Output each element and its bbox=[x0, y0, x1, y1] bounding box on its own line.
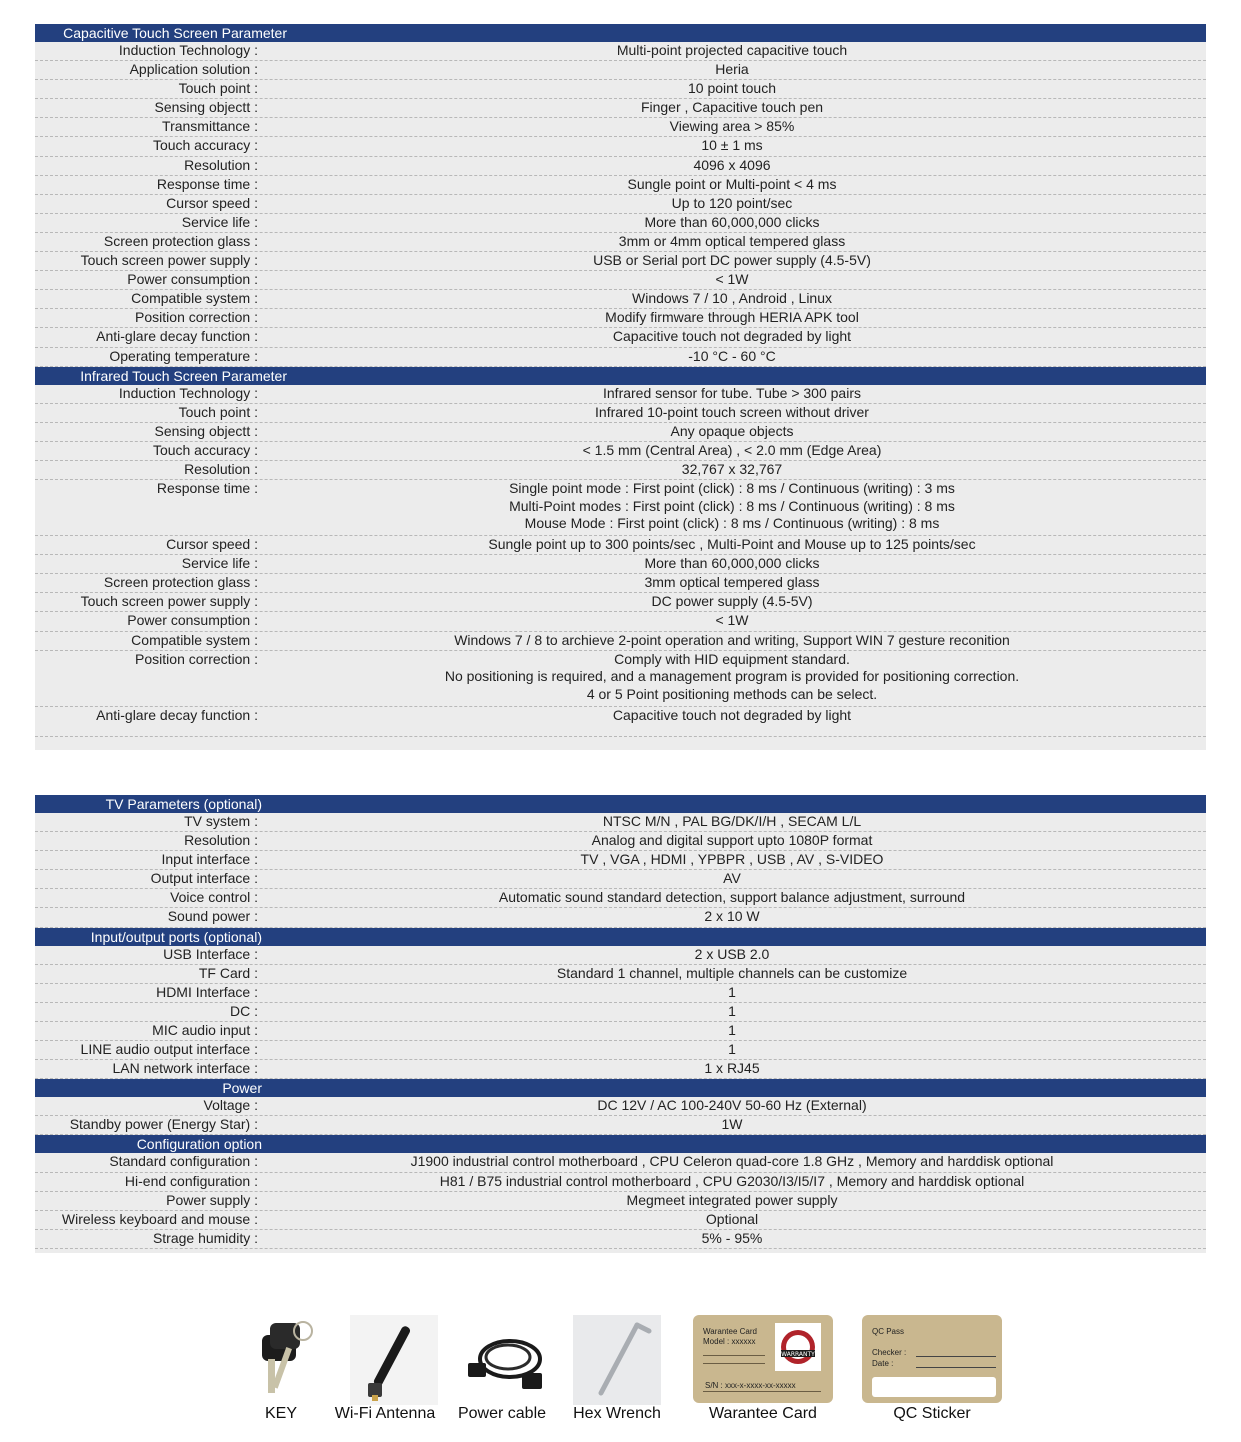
spec-row bbox=[35, 574, 1206, 593]
spec-value: More than 60,000,000 clicks bbox=[644, 213, 820, 230]
spec-label: TF Card : bbox=[198, 964, 258, 981]
spec-value: 1 bbox=[728, 1002, 736, 1019]
spec-label: Resolution : bbox=[184, 156, 258, 173]
spec-label: Application solution : bbox=[129, 61, 258, 78]
spec-value: Modify firmware through HERIA APK tool bbox=[605, 309, 859, 326]
accessory-label-warranty-card: Warantee Card bbox=[709, 1405, 817, 1422]
warranty-seal-icon bbox=[775, 1323, 821, 1371]
spec-label: Touch screen power supply : bbox=[80, 252, 258, 269]
spec-label: Touch accuracy : bbox=[152, 441, 258, 458]
spec-value: Optional bbox=[705, 1210, 759, 1227]
spec-row bbox=[35, 889, 1206, 908]
spec-row bbox=[35, 1173, 1206, 1192]
spec-row bbox=[35, 290, 1206, 309]
spec-row bbox=[35, 1230, 1206, 1249]
spec-row bbox=[35, 118, 1206, 137]
spec-row bbox=[35, 442, 1206, 461]
spec-value: 4096 x 4096 bbox=[693, 156, 771, 173]
spec-row bbox=[35, 137, 1206, 156]
spec-value: 2 x 10 W bbox=[704, 908, 760, 925]
system-spec-panel bbox=[35, 795, 1206, 1253]
spec-label: Standard configuration : bbox=[109, 1153, 258, 1170]
spec-value-line: 4 or 5 Point positioning methods can be select. bbox=[586, 685, 878, 702]
spec-value-line: No positioning is required, and a management program is provided for positioning correction. bbox=[444, 668, 1020, 685]
spec-value: Multi-point projected capacitive touch bbox=[616, 42, 848, 58]
spec-value: 10 ± 1 ms bbox=[701, 137, 763, 154]
spec-label: Cursor speed : bbox=[166, 194, 258, 211]
spec-label: Operating temperature : bbox=[109, 347, 258, 364]
spec-row bbox=[35, 42, 1206, 61]
spec-value: Heria bbox=[715, 61, 749, 78]
spec-row bbox=[35, 984, 1206, 1003]
warranty-card-model: Model : xxxxxx bbox=[703, 1337, 756, 1346]
spec-label: Sensing objectt : bbox=[154, 99, 258, 116]
spec-label: Touch accuracy : bbox=[152, 137, 258, 154]
spec-label: HDMI Interface : bbox=[156, 983, 258, 1000]
spec-row bbox=[35, 423, 1206, 442]
spec-label: Power consumption : bbox=[127, 612, 258, 629]
spec-label: Touch point : bbox=[178, 80, 258, 97]
spec-row bbox=[35, 61, 1206, 80]
spec-label: Standby power (Energy Star) : bbox=[69, 1116, 258, 1133]
antenna-icon bbox=[350, 1315, 438, 1405]
spec-value: 1 bbox=[728, 983, 736, 1000]
spec-row bbox=[35, 593, 1206, 612]
spec-label: Voltage : bbox=[203, 1097, 258, 1114]
spec-value: Up to 120 point/sec bbox=[671, 194, 793, 211]
section-header-infrared: Infrared Touch Screen Parameter bbox=[35, 367, 1206, 385]
spec-value: AV bbox=[723, 870, 741, 887]
spec-row bbox=[35, 1116, 1206, 1135]
spec-label: Screen protection glass : bbox=[103, 574, 258, 591]
spec-label: Wireless keyboard and mouse : bbox=[61, 1210, 258, 1227]
qc-card-date: Date : bbox=[872, 1359, 894, 1368]
spec-label: Position correction : bbox=[135, 309, 258, 326]
spec-value: Sungle point or Multi-point < 4 ms bbox=[627, 175, 837, 192]
warranty-card-serial: S/N : xxx-x-xxxx-xx-xxxxx bbox=[705, 1381, 796, 1390]
spec-value: Sungle point up to 300 points/sec , Multi-Point and Mouse up to 125 points/sec bbox=[488, 536, 976, 553]
spec-label: Response time : bbox=[156, 480, 258, 497]
spec-label: DC : bbox=[230, 1002, 258, 1019]
spec-row bbox=[35, 233, 1206, 252]
spec-value: 10 point touch bbox=[688, 80, 776, 97]
spec-value: Automatic sound standard detection, support balance adjustment, surround bbox=[498, 889, 966, 906]
spec-label: Power supply : bbox=[166, 1191, 258, 1208]
key-icon bbox=[240, 1315, 322, 1405]
spec-row bbox=[35, 555, 1206, 574]
spec-value: < 1W bbox=[715, 271, 749, 288]
spec-label: Input interface : bbox=[161, 851, 258, 868]
spec-row bbox=[35, 271, 1206, 290]
spec-label: Resolution : bbox=[184, 460, 258, 477]
spec-value: Viewing area > 85% bbox=[669, 118, 795, 135]
spec-row bbox=[35, 1097, 1206, 1116]
spec-value: 1 bbox=[728, 1041, 736, 1058]
section-header-config: Configuration option bbox=[35, 1135, 1206, 1153]
spec-value: Finger , Capacitive touch pen bbox=[640, 99, 824, 116]
spec-value: 3mm optical tempered glass bbox=[644, 574, 820, 591]
spec-value: 3mm or 4mm optical tempered glass bbox=[618, 232, 846, 249]
spec-value-line: Comply with HID equipment standard. bbox=[614, 650, 850, 667]
spec-value: Capacitive touch not degraded by light bbox=[612, 706, 852, 723]
spec-value: 5% - 95% bbox=[701, 1229, 763, 1246]
spec-row bbox=[35, 908, 1206, 927]
spec-value: 2 x USB 2.0 bbox=[694, 945, 770, 962]
spec-label: Sound power : bbox=[167, 908, 258, 925]
spec-label: Compatible system : bbox=[131, 631, 258, 648]
spec-value: Infrared sensor for tube. Tube > 300 pairs bbox=[603, 384, 861, 401]
spec-row bbox=[35, 612, 1206, 631]
spec-label: Resolution : bbox=[184, 832, 258, 849]
spec-value: DC 12V / AC 100-240V 50-60 Hz (External) bbox=[597, 1097, 867, 1114]
warranty-card-icon bbox=[693, 1315, 833, 1403]
spec-row bbox=[35, 480, 1206, 536]
spec-value: H81 / B75 industrial control motherboard , CPU G2030/I3/I5/I7 , Memory and harddisk optional bbox=[439, 1172, 1025, 1189]
spec-row bbox=[35, 309, 1206, 328]
spec-value: USB or Serial port DC power supply (4.5-5V) bbox=[593, 252, 871, 269]
spec-row bbox=[35, 252, 1206, 271]
hex-wrench-icon bbox=[573, 1315, 661, 1405]
spec-value: Infrared 10-point touch screen without driver bbox=[595, 403, 869, 420]
spec-value: 32,767 x 32,767 bbox=[681, 460, 783, 477]
spec-value bbox=[258, 480, 1206, 535]
spec-label: Strage humidity : bbox=[152, 1229, 258, 1246]
section-header-power: Power bbox=[35, 1079, 1206, 1097]
spec-value: < 1.5 mm (Central Area) , < 2.0 mm (Edge Area) bbox=[582, 441, 882, 458]
spec-row bbox=[35, 80, 1206, 99]
spec-label: MIC audio input : bbox=[152, 1021, 258, 1038]
spec-label: Output interface : bbox=[150, 870, 258, 887]
spec-value: 1 bbox=[728, 1021, 736, 1038]
spec-label: USB Interface : bbox=[163, 945, 258, 962]
spec-label: Position correction : bbox=[135, 650, 258, 667]
spec-row bbox=[35, 195, 1206, 214]
spec-label: Compatible system : bbox=[131, 290, 258, 307]
spec-row bbox=[35, 99, 1206, 118]
spec-label: Response time : bbox=[156, 175, 258, 192]
spec-row bbox=[35, 851, 1206, 870]
spec-label: Touch point : bbox=[178, 403, 258, 420]
spec-row bbox=[35, 1060, 1206, 1079]
accessory-label-qc-sticker: QC Sticker bbox=[893, 1405, 971, 1422]
spec-label: Cursor speed : bbox=[166, 536, 258, 553]
spec-label: LAN network interface : bbox=[112, 1060, 258, 1077]
spec-label: Induction Technology : bbox=[118, 384, 258, 401]
svg-text:WARRANTY: WARRANTY bbox=[781, 1351, 815, 1358]
accessory-label-key: KEY bbox=[264, 1405, 297, 1422]
spec-label: Anti-glare decay function : bbox=[96, 328, 258, 345]
spec-value: Capacitive touch not degraded by light bbox=[612, 328, 852, 345]
warranty-card-title: Warantee Card bbox=[703, 1327, 757, 1336]
qc-card-title: QC Pass bbox=[872, 1327, 905, 1336]
qc-sticker-icon bbox=[862, 1315, 1002, 1403]
spec-row bbox=[35, 1211, 1206, 1230]
spec-value: TV , VGA , HDMI , YPBPR , USB , AV , S-VIDEO bbox=[580, 851, 884, 868]
spec-value: < 1W bbox=[715, 612, 749, 629]
spec-row bbox=[35, 536, 1206, 555]
section-header-tv: TV Parameters (optional) bbox=[35, 795, 1206, 813]
section-header-capacitive: Capacitive Touch Screen Parameter bbox=[35, 24, 1206, 42]
spec-label: Touch screen power supply : bbox=[80, 593, 258, 610]
spec-value-line: Multi-Point modes : First point (click) : 8 ms / Continuous (writing) : 8 ms bbox=[509, 497, 955, 514]
power-cable-icon bbox=[460, 1315, 552, 1405]
spec-row bbox=[35, 404, 1206, 423]
spec-value: NTSC M/N , PAL BG/DK/I/H , SECAM L/L bbox=[602, 813, 862, 829]
spec-row bbox=[35, 1022, 1206, 1041]
spec-value: Any opaque objects bbox=[670, 422, 794, 439]
spec-row bbox=[35, 1003, 1206, 1022]
spec-label: TV system : bbox=[184, 813, 258, 829]
spec-row bbox=[35, 832, 1206, 851]
section-header-io: Input/output ports (optional) bbox=[35, 928, 1206, 946]
spec-row bbox=[35, 870, 1206, 889]
spec-row bbox=[35, 632, 1206, 651]
spec-value: Windows 7 / 10 , Android , Linux bbox=[632, 290, 832, 307]
spec-row bbox=[35, 385, 1206, 404]
spec-label: Hi-end configuration : bbox=[124, 1172, 258, 1189]
spec-value: J1900 industrial control motherboard , CPU Celeron quad-core 1.8 GHz , Memory and harddisk optional bbox=[410, 1153, 1054, 1170]
spec-row bbox=[35, 348, 1206, 367]
spec-label: Transmittance : bbox=[162, 118, 258, 135]
spec-row bbox=[35, 946, 1206, 965]
spec-row bbox=[35, 1153, 1206, 1172]
spec-label: Power consumption : bbox=[127, 271, 258, 288]
spec-value: 1W bbox=[721, 1116, 743, 1133]
spec-value-line: Mouse Mode : First point (click) : 8 ms / Continuous (writing) : 8 ms bbox=[524, 515, 940, 532]
spec-value: Megmeet integrated power supply bbox=[626, 1191, 838, 1208]
spec-label: Voice control : bbox=[170, 889, 258, 906]
spec-value-line: Single point mode : First point (click) : 8 ms / Continuous (writing) : 3 ms bbox=[509, 480, 955, 497]
spec-value: More than 60,000,000 clicks bbox=[644, 555, 820, 572]
accessory-label-hex-wrench: Hex Wrench bbox=[573, 1405, 661, 1422]
spec-value bbox=[258, 651, 1206, 706]
spec-label: Screen protection glass : bbox=[103, 232, 258, 249]
spec-row bbox=[35, 651, 1206, 707]
spec-row bbox=[35, 328, 1206, 347]
spec-row bbox=[35, 707, 1206, 737]
accessory-label-antenna: Wi-Fi Antenna bbox=[334, 1405, 436, 1422]
spec-label: LINE audio output interface : bbox=[80, 1041, 258, 1058]
touch-spec-panel bbox=[35, 24, 1206, 750]
spec-row bbox=[35, 461, 1206, 480]
accessory-label-power-cable: Power cable bbox=[457, 1405, 547, 1422]
spec-value: Windows 7 / 8 to archieve 2-point operation and writing, Support WIN 7 gesture reconition bbox=[454, 631, 1010, 648]
spec-label: Induction Technology : bbox=[118, 42, 258, 58]
spec-label: Anti-glare decay function : bbox=[96, 706, 258, 723]
qc-card-checker: Checker : bbox=[872, 1348, 907, 1357]
spec-row bbox=[35, 965, 1206, 984]
spec-row bbox=[35, 1041, 1206, 1060]
spec-value: DC power supply (4.5-5V) bbox=[651, 593, 813, 610]
spec-row bbox=[35, 1192, 1206, 1211]
spec-row bbox=[35, 157, 1206, 176]
spec-label: Sensing objectt : bbox=[154, 422, 258, 439]
spec-row bbox=[35, 176, 1206, 195]
spec-row bbox=[35, 813, 1206, 832]
spec-label: Service life : bbox=[181, 213, 258, 230]
spec-value: Standard 1 channel, multiple channels can be customize bbox=[556, 964, 908, 981]
spec-value: -10 °C - 60 °C bbox=[688, 347, 776, 364]
spec-row bbox=[35, 214, 1206, 233]
spec-label: Service life : bbox=[181, 555, 258, 572]
spec-value: 1 x RJ45 bbox=[704, 1060, 760, 1077]
spec-value: Analog and digital support upto 1080P format bbox=[591, 832, 873, 849]
